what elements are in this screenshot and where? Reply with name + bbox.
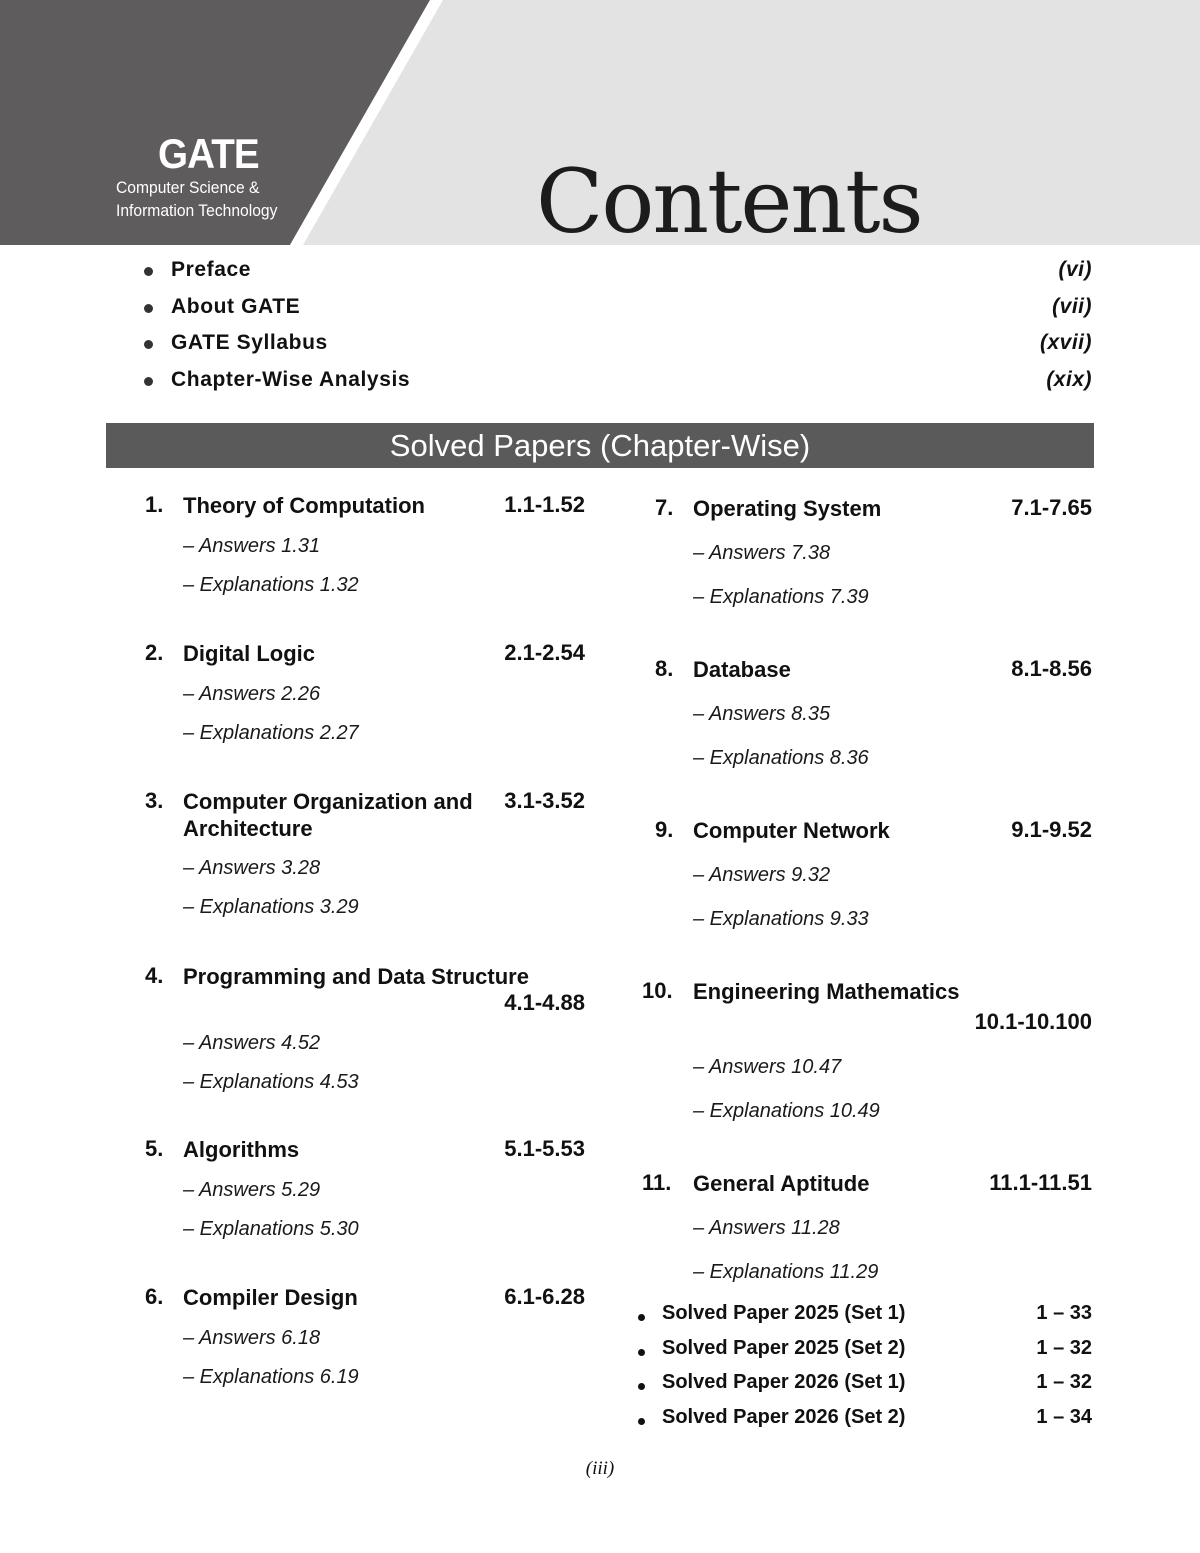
- front-matter-label: GATE Syllabus: [171, 331, 328, 355]
- chapter-number: 10.: [642, 978, 673, 1003]
- chapter-answers: – Answers 6.18: [183, 1327, 321, 1349]
- chapter-pages: 4.1-4.88: [504, 990, 585, 1015]
- chapter-title: Compiler Design: [183, 1285, 358, 1310]
- solved-paper-label: Solved Paper 2025 (Set 1): [662, 1302, 906, 1324]
- chapter-title: General Aptitude: [693, 1171, 870, 1196]
- chapter-explanations: – Explanations 9.33: [693, 908, 869, 930]
- solved-paper-item[interactable]: [636, 1337, 1092, 1372]
- chapter-number: 3.: [145, 788, 164, 813]
- solved-paper-pages: 1 – 32: [1036, 1371, 1092, 1394]
- front-matter-page: (xvii): [1039, 331, 1092, 355]
- chapter-answers: – Answers 9.32: [693, 864, 831, 886]
- solved-paper-pages: 1 – 33: [1036, 1302, 1092, 1324]
- chapter-answers: – Answers 4.52: [183, 1032, 321, 1054]
- section-heading: Solved Papers (Chapter-Wise): [106, 423, 1094, 468]
- chapter-pages: 2.1-2.54: [504, 640, 585, 665]
- chapter-number: 11.: [642, 1170, 672, 1195]
- chapter-explanations: – Explanations 7.39: [693, 586, 869, 608]
- chapter-explanations: – Explanations 2.27: [183, 722, 359, 744]
- chapter-pages: 10.1-10.100: [974, 1009, 1092, 1034]
- front-matter-item[interactable]: [140, 331, 1092, 368]
- bullet-icon: [638, 1383, 645, 1390]
- chapter-explanations: – Explanations 4.53: [183, 1071, 359, 1093]
- solved-paper-label: Solved Paper 2026 (Set 1): [662, 1371, 906, 1394]
- solved-paper-item[interactable]: [636, 1302, 1092, 1337]
- chapter-title: Programming and Data Structure: [183, 964, 529, 989]
- front-matter-label: About GATE: [171, 294, 301, 318]
- brand-subtitle-line1: Computer Science &: [116, 178, 260, 197]
- solved-paper-item[interactable]: [636, 1371, 1092, 1406]
- chapter-explanations: – Explanations 10.49: [693, 1100, 880, 1122]
- chapter-number: 9.: [655, 817, 674, 842]
- front-matter-page: (vi): [1058, 258, 1092, 281]
- chapter-answers: – Answers 1.31: [183, 535, 321, 557]
- chapter-pages: 7.1-7.65: [1011, 495, 1092, 520]
- front-matter-page: (xix): [1046, 368, 1092, 392]
- brand-title: GATE: [158, 130, 259, 177]
- chapter-answers: – Answers 8.35: [693, 703, 831, 725]
- chapter-answers: – Answers 10.47: [693, 1056, 842, 1078]
- chapter-number: 4.: [145, 963, 164, 988]
- solved-paper-label: Solved Paper 2026 (Set 2): [662, 1406, 906, 1429]
- front-matter-list: [140, 258, 1092, 405]
- bullet-icon: [144, 304, 153, 313]
- chapter-title: Computer Network: [693, 818, 890, 843]
- chapter-title: Algorithms: [183, 1137, 300, 1162]
- front-matter-item[interactable]: [140, 295, 1092, 332]
- page-number: (iii): [585, 1458, 615, 1479]
- bullet-icon: [638, 1314, 645, 1321]
- chapter-pages: 5.1-5.53: [504, 1136, 585, 1161]
- chapter-explanations: – Explanations 8.36: [693, 747, 869, 769]
- solved-paper-label: Solved Paper 2025 (Set 2): [662, 1336, 906, 1359]
- chapter-explanations: – Explanations 6.19: [183, 1366, 359, 1388]
- bullet-icon: [144, 340, 153, 349]
- chapter-pages: 3.1-3.52: [504, 788, 585, 813]
- chapter-number: 5.: [145, 1136, 164, 1161]
- chapter-answers: – Answers 3.28: [183, 857, 321, 879]
- bullet-icon: [144, 377, 153, 386]
- front-matter-label: Preface: [171, 258, 252, 281]
- front-matter-page: (vii): [1052, 294, 1092, 318]
- front-matter-item[interactable]: [140, 258, 1092, 295]
- chapter-pages: 1.1-1.52: [504, 492, 585, 517]
- chapter-pages: 6.1-6.28: [504, 1284, 585, 1309]
- solved-paper-pages: 1 – 32: [1036, 1336, 1092, 1359]
- chapter-number: 8.: [655, 656, 674, 681]
- chapter-number: 6.: [145, 1284, 164, 1309]
- chapter-explanations: – Explanations 5.30: [183, 1218, 359, 1240]
- chapter-explanations: – Explanations 11.29: [693, 1261, 879, 1283]
- chapter-answers: – Answers 11.28: [693, 1217, 840, 1239]
- chapter-number: 2.: [145, 640, 164, 665]
- chapter-title: Theory of Computation: [183, 493, 425, 518]
- chapter-pages: 8.1-8.56: [1011, 656, 1092, 681]
- chapter-title: Digital Logic: [183, 641, 315, 666]
- solved-paper-item[interactable]: [636, 1406, 1092, 1441]
- bullet-icon: [144, 267, 153, 276]
- chapter-title: Operating System: [693, 496, 882, 521]
- chapter-title: Database: [693, 657, 791, 682]
- chapter-number: 1.: [145, 492, 164, 517]
- front-matter-item[interactable]: [140, 368, 1092, 405]
- chapter-number: 7.: [655, 495, 674, 520]
- solved-paper-pages: 1 – 34: [1036, 1406, 1092, 1429]
- chapter-title: Engineering Mathematics: [693, 979, 960, 1004]
- front-matter-label: Chapter-Wise Analysis: [171, 368, 411, 392]
- chapter-pages: 11.1-11.51: [989, 1170, 1092, 1195]
- chapter-explanations: – Explanations 3.29: [183, 896, 359, 918]
- chapter-explanations: – Explanations 1.32: [183, 574, 359, 596]
- bullet-icon: [638, 1418, 645, 1425]
- solved-papers-list: [636, 1302, 1092, 1441]
- chapter-title: Computer Organization and Architecture: [183, 789, 473, 841]
- chapter-pages: 9.1-9.52: [1011, 817, 1092, 842]
- chapter-answers: – Answers 5.29: [183, 1179, 321, 1201]
- page-title: Contents: [536, 150, 922, 253]
- brand-subtitle-line2: Information Technology: [116, 201, 278, 220]
- bullet-icon: [638, 1349, 645, 1356]
- chapter-answers: – Answers 7.38: [693, 542, 831, 564]
- chapter-answers: – Answers 2.26: [183, 683, 321, 705]
